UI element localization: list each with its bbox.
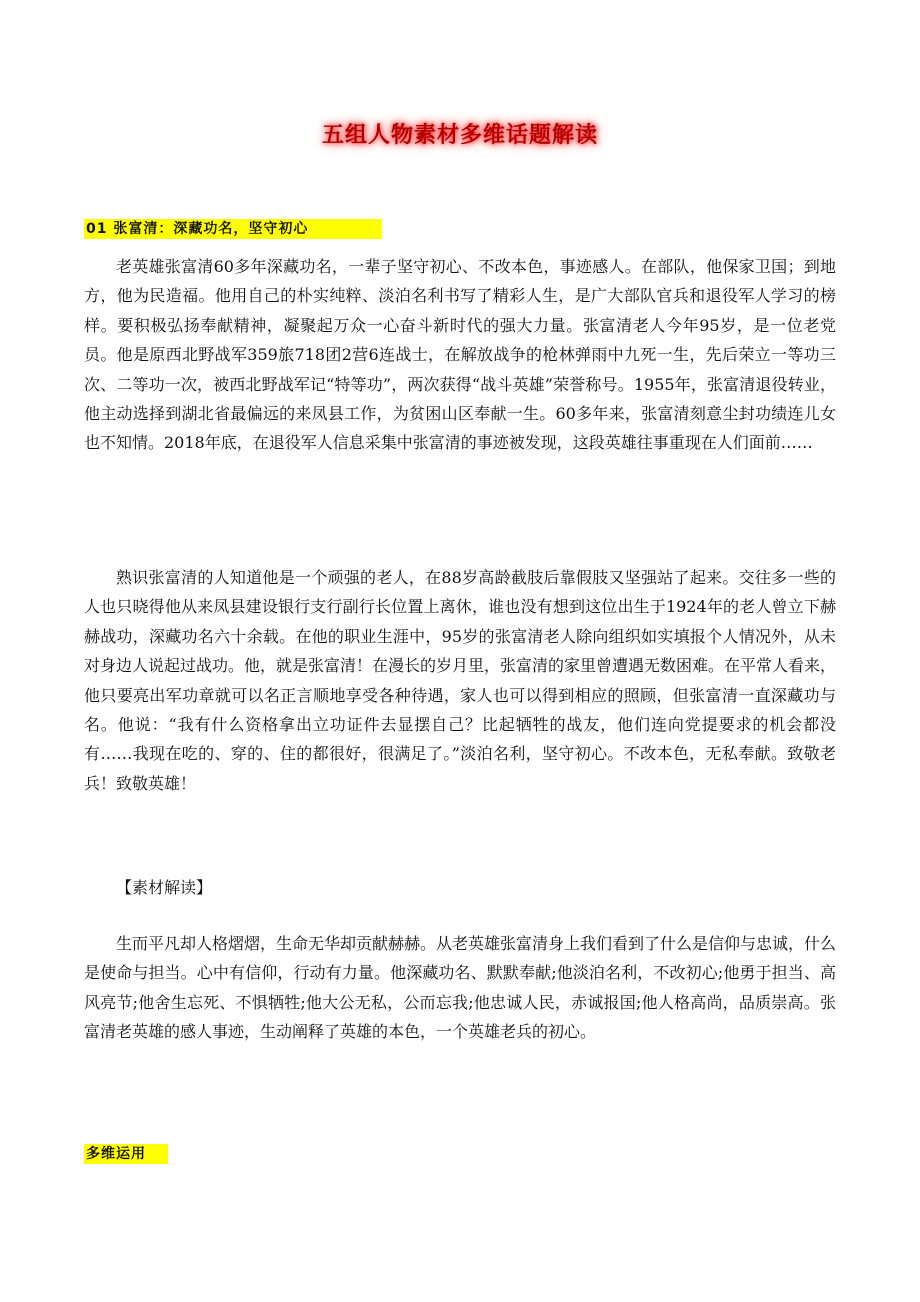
body-paragraph-3: 生而平凡却人格熠熠，生命无华却贡献赫赫。从老英雄张富清身上我们看到了什么是信仰与忠诚，什么是使命与担当。心中有信仰，行动有力量。他深藏功名、默默奉献;他淡泊名利，不改初心;他勇于担当、高风亮节;他舍生忘死、不惧牺牲;他大公无私，公而忘我;他忠诚人民，赤诚报国;他人格高尚，品质崇高。张富清老英雄的感人事迹，生动阐释了英雄的本色，一个英雄老兵的初心。: [84, 934, 837, 1042]
section-heading-zhang-fuqing: 01 张富清：深藏功名，坚守初心: [84, 219, 381, 239]
body-paragraph-1: 老英雄张富清60多年深藏功名，一辈子坚守初心、不改本色，事迹感人。在部队，他保家卫国；到地方，他为民造福。他用自己的朴实纯粹、淡泊名利书写了精彩人生，是广大部队官兵和退役军人学习的榜样。要积极弘扬奉献精神，凝聚起万众一心奋斗新时代的强大力量。张富清老人今年95岁，是一位老党员。他是原西北野战军359旅718团2营6连战士，在解放战争的枪林弹雨中九死一生，先后荣立一等功三次、二等功一次，被西北野战军记“特等功”，两次获得“战斗英雄”荣誉称号。1955年，张富清退役转业，他主动选择到湖北省最偏远的来凤县工作，为贫困山区奉献一生。60多年来，张富清刻意尘封功绩连儿女也不知情。2018年底，在退役军人信息采集中张富清的事迹被发现，这段英雄往事重现在人们面前……: [84, 257, 836, 453]
section-heading-multi-use: 多维运用: [84, 1144, 168, 1164]
material-interpretation-label: 【素材解读】: [116, 878, 213, 897]
document-title: 五组人物素材多维话题解读: [321, 122, 598, 148]
body-paragraph-2: 熟识张富清的人知道他是一个顽强的老人，在88岁高龄截肢后靠假肢又坚强站了起来。交往多一些的人也只晓得他从来凤县建设银行支行副行长位置上离休，谁也没有想到这位出生于1924年的老人曾立下赫赫战功，深藏功名六十余载。在他的职业生涯中，95岁的张富清老人除向组织如实填报个人情况外，从未对身边人说起过战功。他，就是张富清！在漫长的岁月里，张富清的家里曾遭遇无数困难。在平常人看来，他只要亮出军功章就可以名正言顺地享受各种待遇，家人也可以得到相应的照顾，但张富清一直深藏功与名。他说：“我有什么资格拿出立功证件去显摆自己？比起牺牲的战友，他们连向党提要求的机会都没有……我现在吃的、穿的、住的都很好，很满足了。”淡泊名利，坚守初心。不改本色，无私奉献。致敬老兵！致敬英雄！: [84, 568, 837, 793]
